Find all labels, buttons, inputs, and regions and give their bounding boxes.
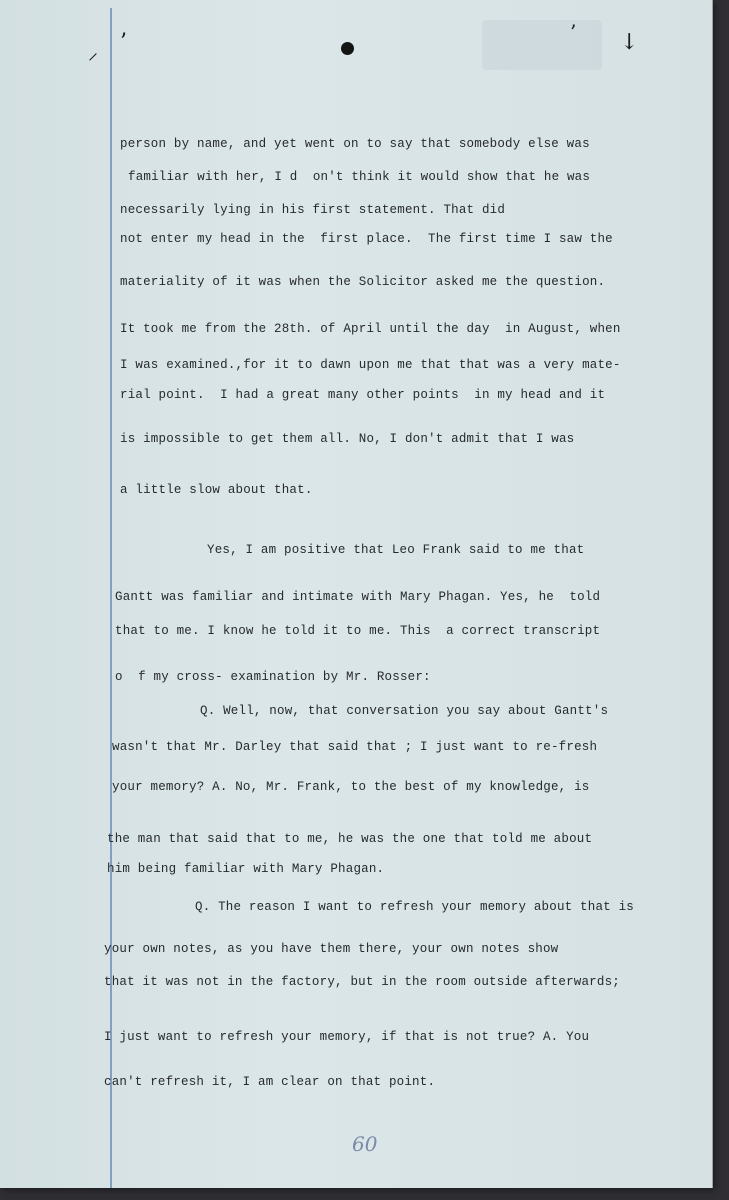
pen-mark: ’ <box>120 30 127 55</box>
text-line: I was examined.,for it to dawn upon me that that was a very mate- <box>120 358 621 372</box>
text-line: Yes, I am positive that Leo Frank said to me that <box>207 543 585 557</box>
pen-mark: ⸝ <box>88 40 98 64</box>
text-line: can't refresh it, I am clear on that point. <box>104 1075 436 1089</box>
page-number: 60 <box>352 1132 378 1156</box>
text-line: Gantt was familiar and intimate with Mary Phagan. Yes, he told <box>115 590 601 604</box>
text-line: is impossible to get them all. No, I don't admit that I was <box>120 432 575 446</box>
pen-mark: ↓ <box>620 30 639 55</box>
text-line: wasn't that Mr. Darley that said that ; I just want to re-fresh <box>112 740 598 754</box>
text-line: o f my cross- examination by Mr. Rosser: <box>115 670 431 684</box>
text-line: Q. The reason I want to refresh your memory about that is <box>195 900 634 914</box>
text-line: materiality of it was when the Solicitor asked me the question. <box>120 275 606 289</box>
text-line: familiar with her, I d on't think it would show that he was <box>128 170 591 184</box>
text-line: that to me. I know he told it to me. This a correct transcript <box>115 624 601 638</box>
text-line: person by name, and yet went on to say that somebody else was <box>120 137 590 151</box>
text-line: him being familiar with Mary Phagan. <box>107 862 385 876</box>
bleed-through-smudge <box>482 20 602 70</box>
text-line: I just want to refresh your memory, if that is not true? A. You <box>104 1030 590 1044</box>
margin-rule <box>110 8 112 1188</box>
text-line: the man that said that to me, he was the one that told me about <box>107 832 593 846</box>
punch-hole <box>341 42 354 55</box>
text-line: your memory? A. No, Mr. Frank, to the best of my knowledge, is <box>112 780 590 794</box>
text-line: that it was not in the factory, but in the room outside afterwards; <box>104 975 620 989</box>
text-line: It took me from the 28th. of April until the day in August, when <box>120 322 621 336</box>
text-line: necessarily lying in his first statement. That did <box>120 203 506 217</box>
pen-mark: ’ <box>570 20 577 44</box>
text-line: rial point. I had a great many other points in my head and it <box>120 388 606 402</box>
text-line: Q. Well, now, that conversation you say about Gantt's <box>200 704 609 718</box>
text-line: your own notes, as you have them there, your own notes show <box>104 942 559 956</box>
text-line: not enter my head in the first place. The first time I saw the <box>120 232 613 246</box>
text-line: a little slow about that. <box>120 483 313 497</box>
